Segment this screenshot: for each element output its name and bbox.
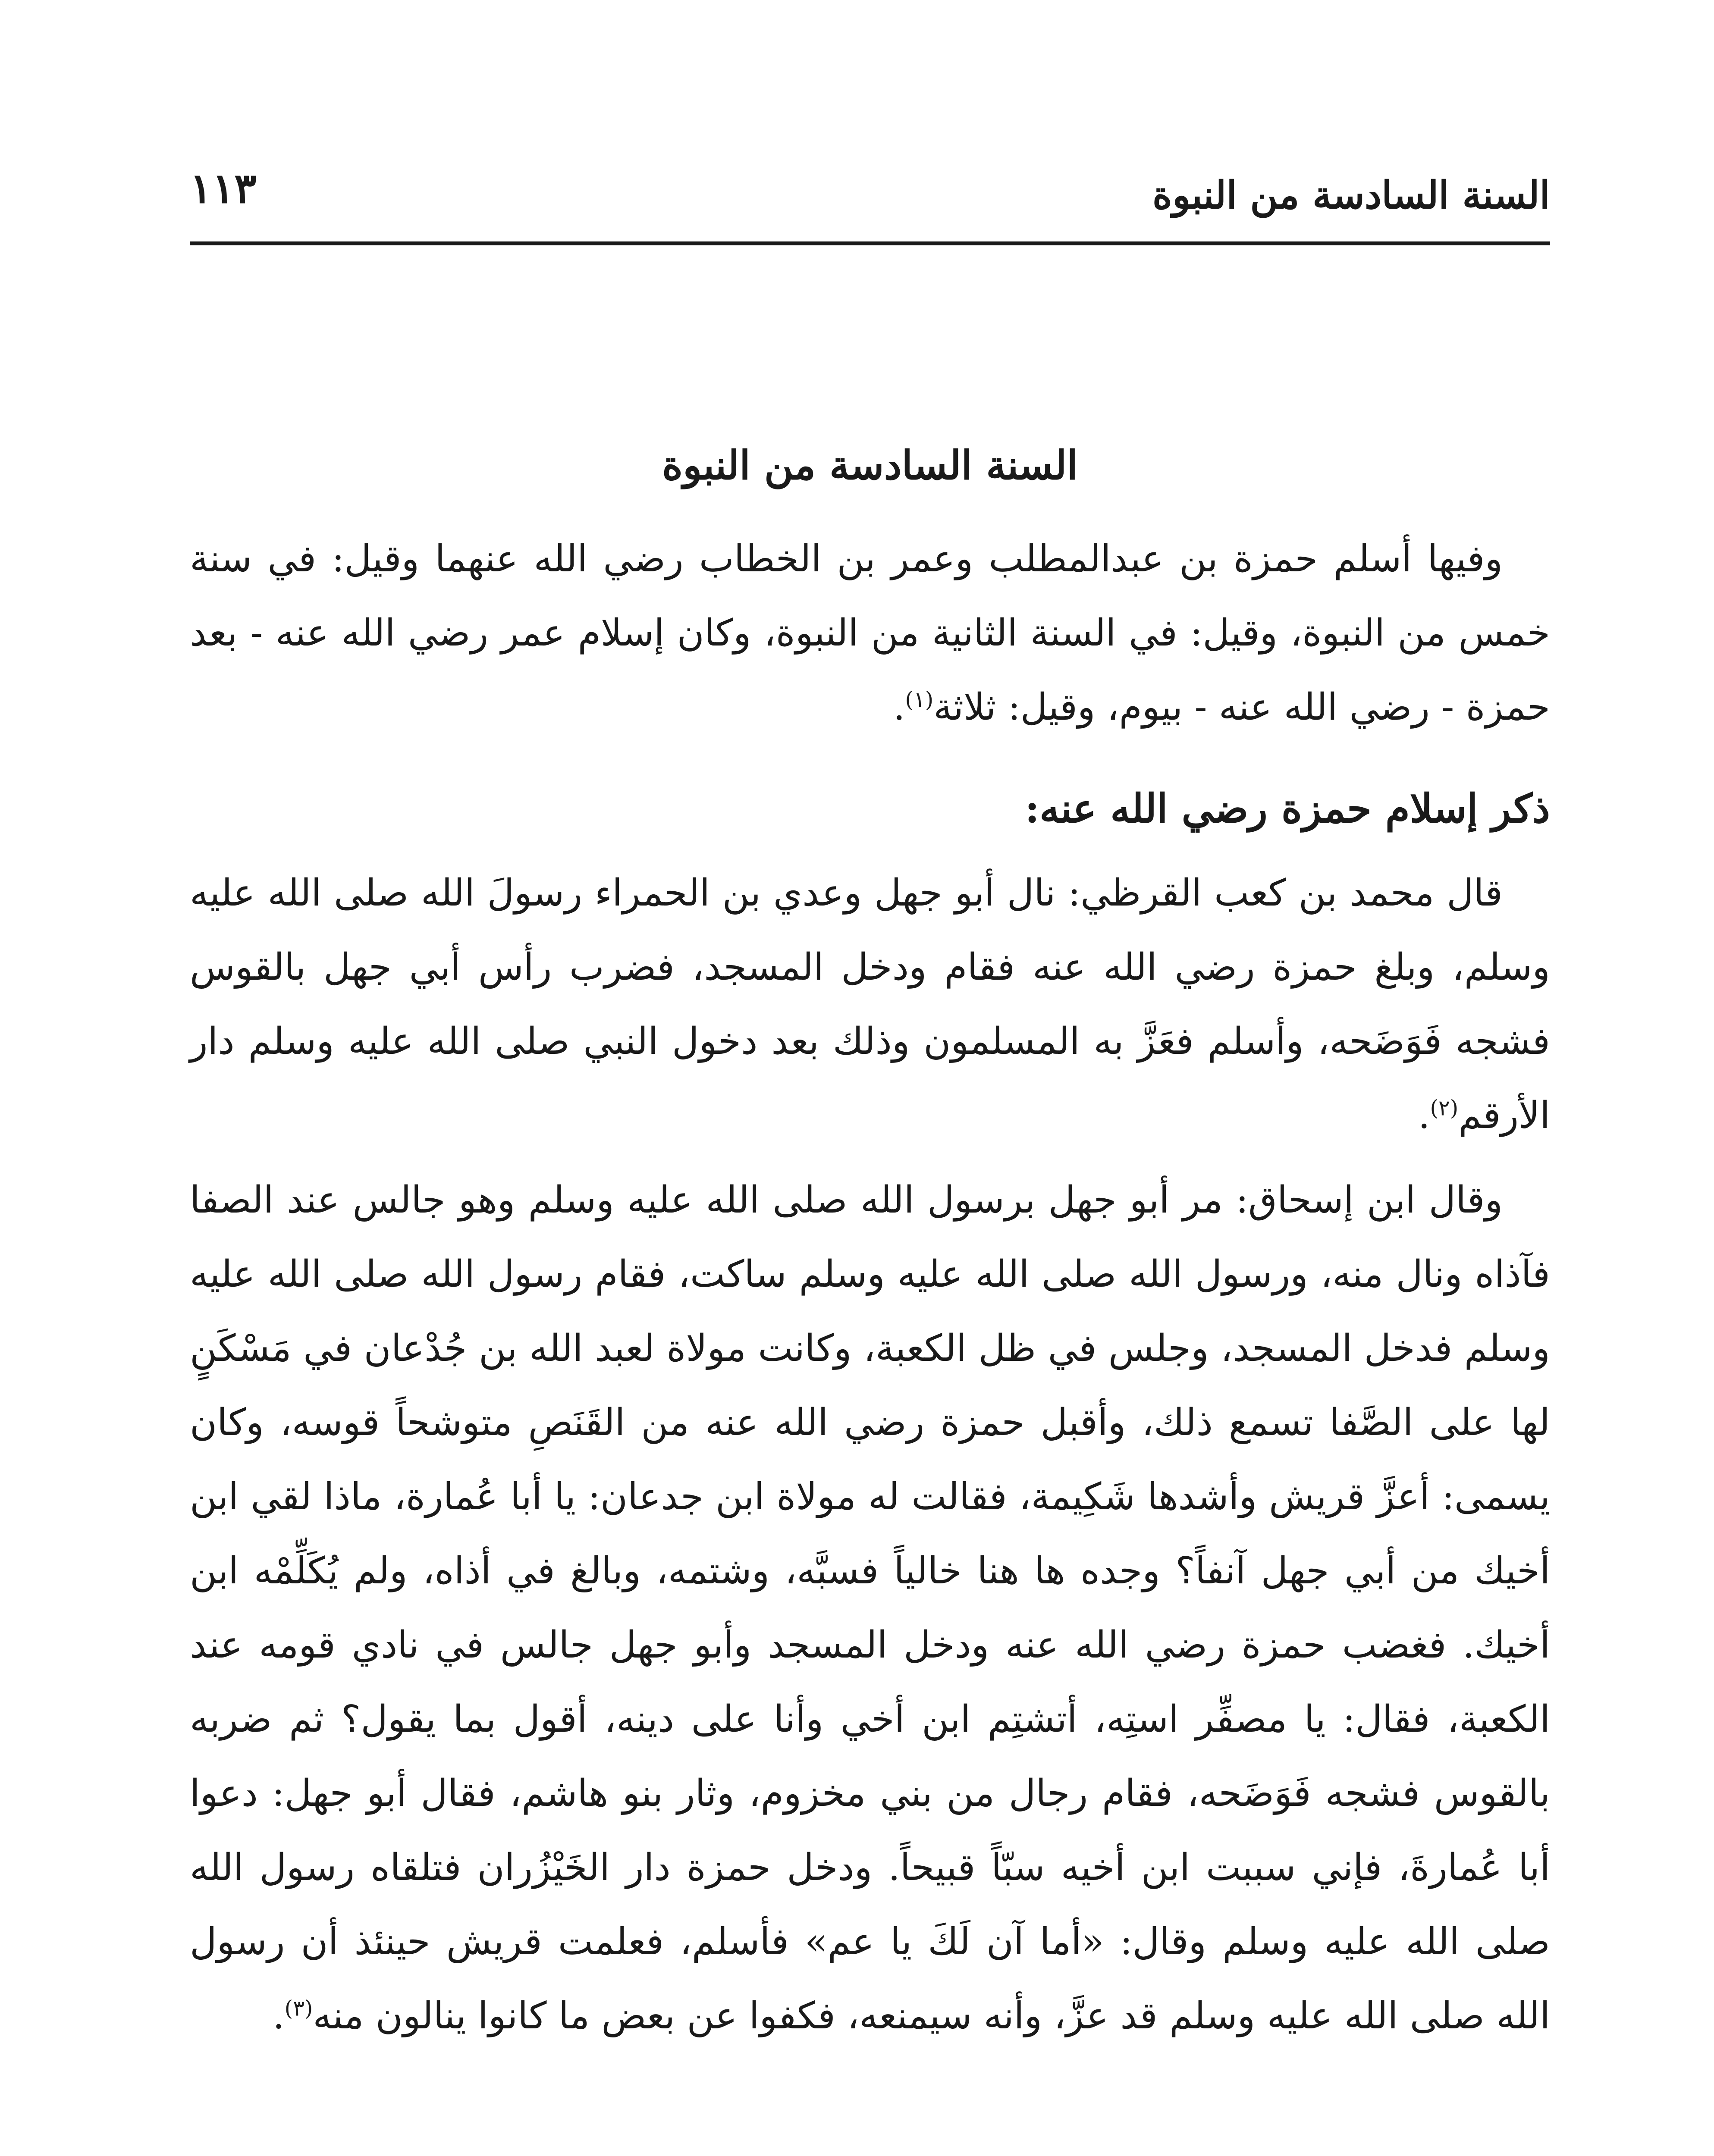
chapter-title: السنة السادسة من النبوة [662, 442, 1078, 489]
header-rule [190, 241, 1550, 245]
section-heading: ذكر إسلام حمزة رضي الله عنه: [1025, 785, 1550, 832]
paragraph-2: وقال ابن إسحاق: مر أبو جهل برسول الله صلى الله عليه وسلم وهو جالس عند الصفا فآذاه ونال منه، ورسول الله صلى الله عليه وسلم ساكت، فقام رسول الله صلى الله عليه وسلم فدخل المسجد، وجلس في ظل الكعبة، وكانت مولاة لعبد الله بن جُدْعان في مَسْكَنٍ لها على الصَّفا تسمع ذلك، وأقبل حمزة رضي الله عنه من القَنَصِ متوشحاً قوسه، وكان يسمى: أعزَّ قريش وأشدها شَكِيمة، فقالت له مولاة ابن جدعان: يا أبا عُمارة، ماذا لقي ابن أخيك من أبي جهل آنفاً؟ وجده ها هنا خالياً فسبَّه، وشتمه، وبالغ في أذاه، ولم يُكَلِّمْه ابن أخيك. فغضب حمزة رضي الله عنه ودخل المسجد وأبو جهل جالس في نادي قومه عند الكعبة، فقال: يا مصفِّر استِه، أتشتِم ابن أخي وأنا على دينه، أقول بما يقول؟ ثم ضربه بالقوس فشجه فَوَضَحه، فقام رجال من بني مخزوم، وثار بنو هاشم، فقال أبو جهل: دعوا أبا عُمارةَ، فإني سببت ابن أخيه سبّاً قبيحاً. ودخل حمزة دار الخَيْزُران فتلقاه رسول الله صلى الله عليه وسلم وقال: «أما آن لَكَ يا عم» فأسلم، فعلمت قريش حينئذ أن رسول الله صلى الله عليه وسلم قد عزَّ، وأنه سيمنعه، فكفوا عن بعض ما كانوا ينالون منه$^{(٣)}$. [190, 1178, 1551, 2038]
main-content [190, 440, 1550, 2053]
intro-paragraph: وفيها أسلم حمزة بن عبدالمطلب وعمر بن الخطاب رضي الله عنهما وقيل: في سنة خمس من النبوة، وقيل: في السنة الثانية من النبوة، وكان إسلام عمر رضي الله عنه - بعد حمزة - رضي الله عنه - بيوم، وقيل: ثلاثة$^{(١)}$. [190, 537, 1550, 729]
paragraph-2-text: وقال ابن إسحاق: مر أبو جهل برسول الله صلى الله عليه وسلم وهو جالس عند الصفا فآذاه ونال منه، ورسول الله صلى الله عليه وسلم ساكت، فقام رسول الله صلى الله عليه وسلم فدخل المسجد، وجلس في ظل الكعبة، وكانت مولاة لعبد الله بن جُدْعان في مَسْكَنٍ لها على الصَّفا تسمع ذلك، وأقبل حمزة رضي الله عنه من القَنَصِ متوشحاً قوسه، وكان يسمى: أعزَّ قريش وأشدها شَكِيمة، فقالت له مولاة ابن جدعان: يا أبا عُمارة، ماذا لقي ابن أخيك من أبي جهل آنفاً؟ وجده ها هنا خالياً فسبَّه، وشتمه، وبالغ في أذاه، ولم يُكَلِّمْه ابن أخيك. فغضب حمزة رضي الله عنه ودخل المسجد وأبو جهل جالس في نادي قومه عند الكعبة، فقال: يا مصفِّر استِه، أتشتِم ابن أخي وأنا على دينه، أقول بما يقول؟ ثم ضربه بالقوس فشجه فَوَضَحه، فقام رجال من بني مخزوم، وثار بنو هاشم، فقال أبو جهل: دعوا أبا عُمارةَ، فإني سببت ابن أخيه سبّاً قبيحاً. ودخل حمزة دار الخَيْزُران فتلقاه رسول الله صلى الله عليه وسلم وقال: «أما آن لَكَ يا عم» فأسلم، فعلمت قريش حينئذ أن رسول الله صلى الله عليه وسلم قد عزَّ، وأنه سيمنعه، فكفوا عن بعض ما كانوا ينالون منه [190, 1178, 1551, 2038]
running-header [190, 155, 1550, 233]
footnote-ref-1: (١) [905, 686, 934, 712]
paragraph-1: قال محمد بن كعب القرظي: نال أبو جهل وعدي بن الحمراء رسولَ الله صلى الله عليه وسلم، وبلغ حمزة رضي الله عنه فقام ودخل المسجد، فضرب رأس أبي جهل بالقوس فشجه فَوَضَحه، وأسلم فعَزَّ به المسلمون وذلك بعد دخول النبي صلى الله عليه وسلم دار الأرقم$^{(٢)}$. [190, 871, 1550, 1138]
intro-paragraph-text: وفيها أسلم حمزة بن عبدالمطلب وعمر بن الخطاب رضي الله عنهما وقيل: في سنة خمس من النبوة، وقيل: في السنة الثانية من النبوة، وكان إسلام عمر رضي الله عنه - بعد حمزة - رضي الله عنه - بيوم، وقيل: ثلاثة [190, 537, 1550, 729]
page-number: ١١٣ [190, 164, 257, 213]
footnote-ref-3: (٣) [284, 1996, 313, 2021]
footnote-ref-2: (٢) [1430, 1095, 1459, 1121]
paragraph-1-text: قال محمد بن كعب القرظي: نال أبو جهل وعدي بن الحمراء رسولَ الله صلى الله عليه وسلم، وبلغ حمزة رضي الله عنه فقام ودخل المسجد، فضرب رأس أبي جهل بالقوس فشجه فَوَضَحه، وأسلم فعَزَّ به المسلمون وذلك بعد دخول النبي صلى الله عليه وسلم دار الأرقم [190, 871, 1550, 1138]
running-title: السنة السادسة من النبوة [1152, 172, 1550, 217]
